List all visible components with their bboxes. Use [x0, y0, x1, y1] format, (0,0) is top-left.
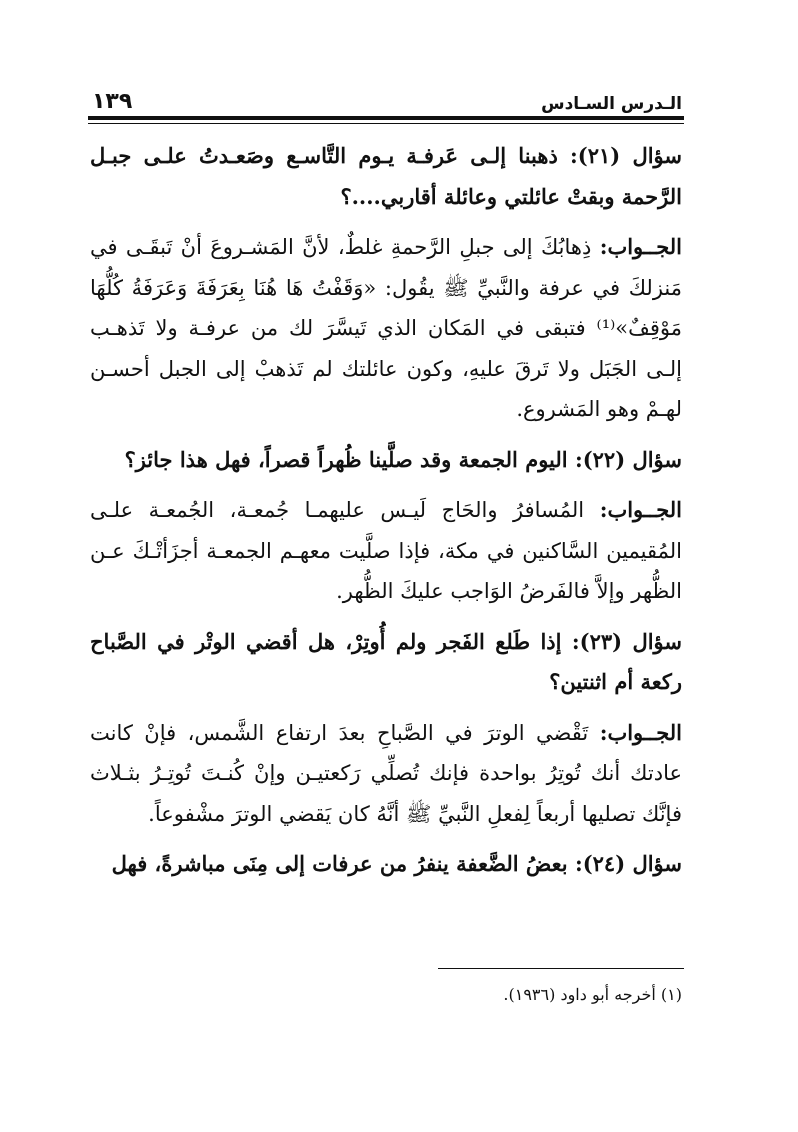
answer-text: المُسافرُ والحَاج لَيـس عليهمـا جُمعـة، الجُمعـة علـى المُقيمين السَّاكنين في مكة، فإذا صلَّيت معهـم الجمعـة أجزَأتْـكَ عـن الظُّهر وإلاَّ فالفَرضُ الوَاجب عليكَ الظُّهر. [90, 498, 682, 603]
question-text: ذهبنا إلـى عَرفـة يـوم التَّاسـع وصَعـدتُ علـى جبـل الرَّحمة وبقتْ عائلتي وعائلة أقاربي....؟ [90, 143, 682, 209]
chapter-title: الـدرس السـادس [541, 94, 682, 114]
header-rule-thick [88, 116, 684, 120]
question-text: إذا طَلع الفَجر ولم أُوتِرْ، هل أقضي الوتْر في الصَّباح ركعة أم اثنتين؟ [90, 628, 682, 694]
question-24 [90, 844, 682, 885]
page-number: ١٣٩ [92, 89, 133, 114]
answer-22 [90, 490, 682, 612]
answer-text: ذِهابُكَ إلى جبلِ الرَّحمةِ غلطٌ، لأنَّ المَشـروعَ أنْ تَبقَـى في مَنزلكَ في عرفة والنَّبيِّ ﷺ يقُول: «وَقَفْتُ هَا هُنَا بِعَرَفَةَ وَعَرَفَةُ كُلُّهَا مَوْقِفٌ»⁽¹⁾ فتبقى في المَكان الذي تَيسَّرَ لك من عرفـة ولا تَذهـب إلـى الجَبَل ولا تَرقَ عليهِ، وكون عائلتك لم تَذهبْ إلى الجبل أحسـن لهـمْ وهو المَشروع. [90, 235, 682, 421]
question-text: بعضُ الضَّعفة ينفرُ من عرفات إلى مِنَى مباشرةً، فهل [111, 851, 575, 876]
footnote-separator [438, 968, 684, 969]
page-header [92, 86, 682, 114]
answer-label: الجــواب: [599, 234, 682, 259]
answer-text: تَقْضي الوترَ في الصَّباحِ بعدَ ارتفاع الشَّمس، فإنْ كانت عادتك أنك تُوتِرُ بواحدة فإنك تُصلِّي رَكعتيـن وإنْ كُنـتَ تُوتِـرُ بثـلاث فإنَّك تصليها أربعاً لِفعلِ النَّبيِّ ﷺ أنَّهُ كان يَقضي الوترَ مشْفوعاً. [90, 720, 682, 826]
question-text: اليوم الجمعة وقد صلَّينا ظُهراً قصراً، فهل هذا جائز؟ [124, 446, 575, 472]
question-22 [90, 440, 682, 481]
answer-21 [90, 227, 682, 430]
answer-label: الجــواب: [599, 719, 682, 745]
question-label: سؤال (٢٣): [571, 628, 682, 654]
question-23 [90, 622, 682, 703]
page-body [90, 136, 682, 895]
answer-23 [90, 713, 682, 835]
question-21 [90, 136, 682, 217]
question-label: سؤال (٢٢): [574, 446, 682, 472]
question-label: سؤال (٢٤): [574, 851, 682, 876]
footnote: (١) أخرجه أبو داود (١٩٣٦). [503, 985, 682, 1004]
question-label: سؤال (٢١): [570, 143, 682, 168]
header-rule-thin [88, 123, 684, 124]
answer-label: الجــواب: [599, 497, 682, 522]
